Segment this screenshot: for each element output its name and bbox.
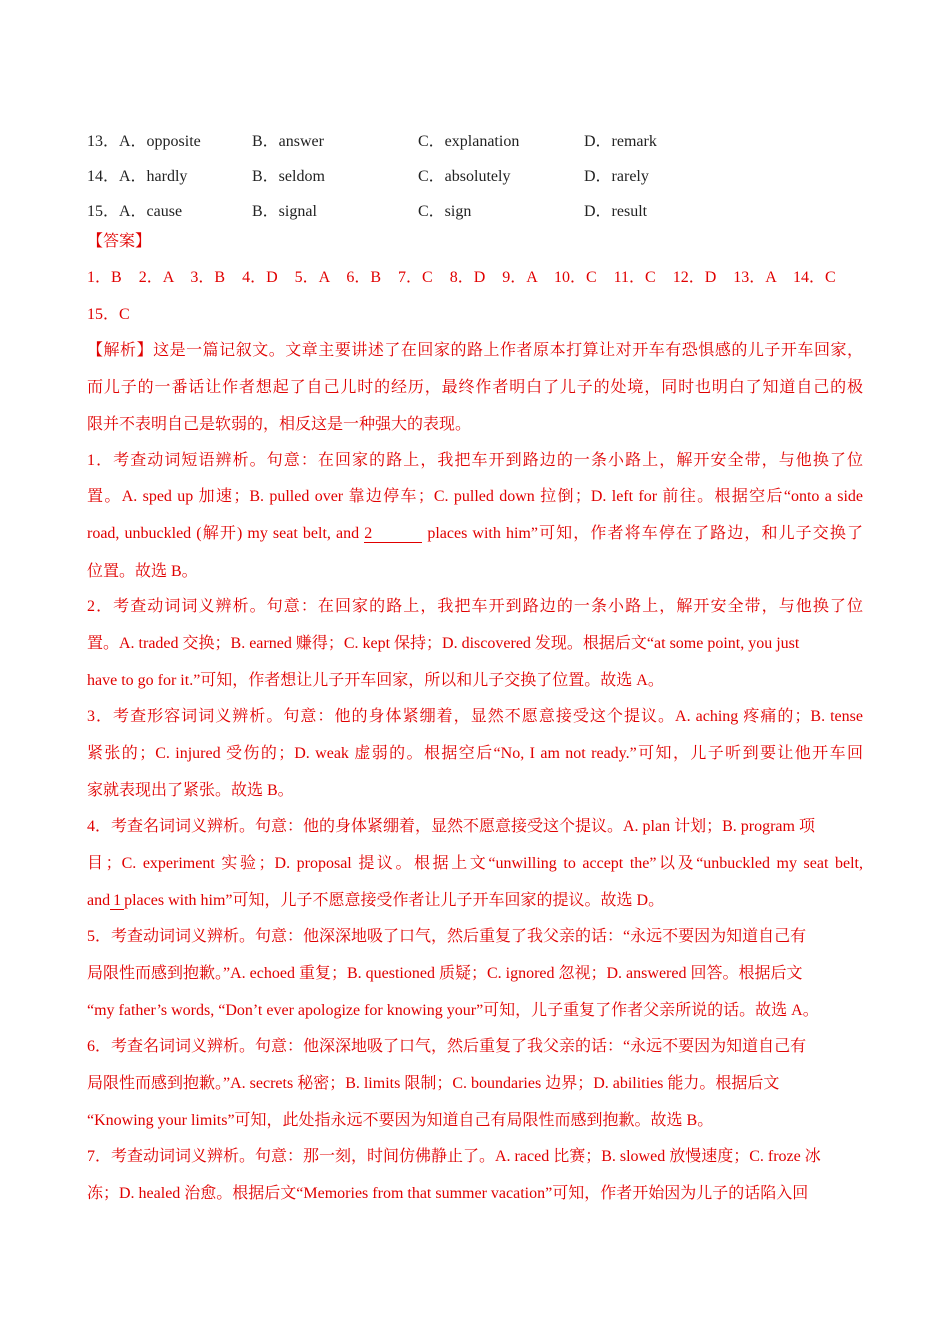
option-b: B．answer bbox=[252, 133, 324, 150]
answer-key-line-2: 15．C bbox=[87, 306, 130, 323]
answer-item: 4．D bbox=[242, 269, 278, 286]
option-c: C．sign bbox=[418, 203, 472, 220]
explanation-2-line: have to go for it.”可知，作者想让儿子开车回家，所以和儿子交换了位置。故选 A。 bbox=[87, 672, 664, 689]
explanation-5-line: 5．考查动词词义辨析。句意：他深深地吸了口气，然后重复了我父亲的话：“永远不要因为知道自己有 bbox=[87, 928, 807, 945]
option-b: B．signal bbox=[252, 203, 317, 220]
answer-item: 1．B bbox=[87, 269, 122, 286]
option-d: D．rarely bbox=[584, 168, 649, 185]
analysis-line: 限并不表明自己是软弱的，相反这是一种强大的表现。 bbox=[87, 416, 472, 433]
explanation-7-line: 冻；D. healed 治愈。根据后文“Memories from that summer vacation”可知，作者开始因为儿子的话陷入回 bbox=[87, 1185, 809, 1202]
option-d: D．result bbox=[584, 203, 648, 220]
option-c: C．absolutely bbox=[418, 168, 511, 185]
option-a: 14．A．hardly bbox=[87, 168, 188, 185]
option-a: 15．A．cause bbox=[87, 203, 183, 220]
answer-item: 7．C bbox=[398, 269, 433, 286]
explanation-1-line: 位置。故选 B。 bbox=[87, 563, 198, 580]
explanation-2-line: 置。A. traded 交换；B. earned 赚得；C. kept 保持；D. discovered 发现。根据后文“at some point, you just bbox=[87, 635, 800, 652]
explanation-7-line: 7．考查动词词义辨析。句意：那一刻，时间仿佛静止了。A. raced 比赛；B. slowed 放慢速度；C. froze 冰 bbox=[87, 1148, 821, 1165]
text-segment: road, unbuckled (解开) my seat belt, and bbox=[87, 525, 360, 542]
explanation-2-line: 2．考查动词词义辨析。句意：在回家的路上，我把车开到路边的一条小路上，解开安全带，与他换了位 bbox=[87, 598, 863, 615]
explanation-5-line: 局限性而感到抱歉。”A. echoed 重复；B. questioned 质疑；C. ignored 忽视；D. answered 回答。根据后文 bbox=[87, 965, 803, 982]
explanation-3-line: 3．考查形容词词义辨析。句意：他的身体紧绷着，显然不愿意接受这个提议。A. aching 疼痛的；B. tense bbox=[87, 708, 863, 725]
answer-blank: 2 bbox=[364, 525, 422, 543]
explanation-4-line: 目；C. experiment 实验；D. proposal 提议。根据上文“unwilling to accept the”以及“unbuckled my seat belt, bbox=[87, 855, 863, 872]
analysis-line: 而儿子的一番话让作者想起了自己儿时的经历，最终作者明白了儿子的处境，同时也明白了知道自己的极 bbox=[87, 379, 863, 396]
answer-item: 2．A bbox=[138, 269, 174, 286]
explanation-5-line: “my father’s words, “Don’t ever apologize for knowing your”可知，儿子重复了作者父亲所说的话。故选 A。 bbox=[87, 1002, 819, 1019]
text-segment: places with him”可知，作者将车停在了路边，和儿子交换了 bbox=[427, 525, 864, 542]
answer-item: 5．A bbox=[294, 269, 330, 286]
answer-item: 13．A bbox=[733, 269, 776, 286]
option-c: C．explanation bbox=[418, 133, 520, 150]
explanation-6-line: 局限性而感到抱歉。”A. secrets 秘密；B. limits 限制；C. boundaries 边界；D. abilities 能力。根据后文 bbox=[87, 1075, 780, 1092]
explanation-6-line: “Knowing your limits”可知，此处指永远不要因为知道自己有局限性而感到抱歉。故选 B。 bbox=[87, 1112, 714, 1129]
explanation-3-line: 家就表现出了紧张。故选 B。 bbox=[87, 782, 294, 799]
explanation-3-line: 紧张的；C. injured 受伤的；D. weak 虚弱的。根据空后“No, I am not ready.”可知，儿子听到要让他开车回 bbox=[87, 745, 863, 762]
text-segment: places with him”可知，儿子不愿意接受作者让儿子开车回家的提议。故选 D。 bbox=[124, 892, 665, 909]
explanation-1-line: 置。A. sped up 加速；B. pulled over 靠边停车；C. pulled down 拉倒；D. left for 前往。根据空后“onto a side bbox=[87, 488, 863, 505]
option-b: B．seldom bbox=[252, 168, 325, 185]
explanation-6-line: 6．考查名词词义辨析。句意：他深深地吸了口气，然后重复了我父亲的话：“永远不要因为知道自己有 bbox=[87, 1038, 807, 1055]
answer-item: 8．D bbox=[449, 269, 486, 286]
answer-item: 10．C bbox=[553, 269, 597, 286]
answer-item: 14．C bbox=[792, 269, 836, 286]
answer-item: 3．B bbox=[190, 269, 226, 286]
answer-item: 9．A bbox=[502, 269, 537, 286]
explanation-4-line bbox=[87, 891, 664, 911]
analysis-line: 【解析】这是一篇记叙文。文章主要讲述了在回家的路上作者原本打算让对开车有恐惧感的儿子开车回家， bbox=[87, 342, 863, 359]
answer-blank: 1 bbox=[110, 892, 124, 910]
option-a: 13．A．opposite bbox=[87, 133, 201, 150]
option-d: D．remark bbox=[584, 133, 657, 150]
answer-item: 12．D bbox=[672, 269, 717, 286]
answer-item: 6．B bbox=[346, 269, 381, 286]
text-segment: and bbox=[87, 892, 111, 909]
answer-item: 11．C bbox=[613, 269, 656, 286]
explanation-1-line bbox=[87, 524, 863, 544]
answer-key-line bbox=[87, 268, 836, 288]
answer-header: 【答案】 bbox=[87, 233, 152, 250]
explanation-1-line: 1．考查动词短语辨析。句意：在回家的路上，我把车开到路边的一条小路上，解开安全带，与他换了位 bbox=[87, 452, 863, 469]
explanation-4-line: 4．考查名词词义辨析。句意：他的身体紧绷着，显然不愿意接受这个提议。A. plan 计划；B. program 项 bbox=[87, 818, 815, 835]
